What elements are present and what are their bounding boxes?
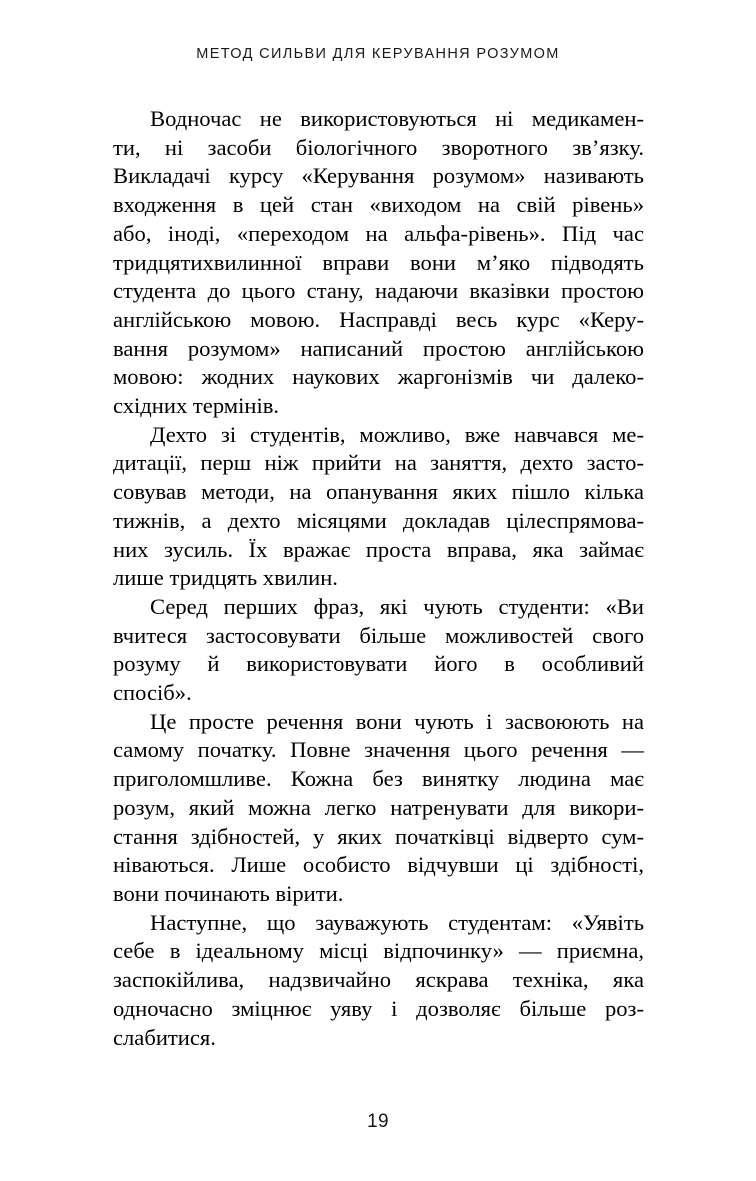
page-number: 19 [367, 1111, 389, 1132]
body-line: лише тридцять хвилин. [113, 565, 338, 591]
body-line: Серед перших фраз, які чують студенти: «Ви [150, 593, 644, 619]
body-line: студента до цього стану, надаючи вказівки простою [113, 278, 644, 304]
body-line: Наступне, що зауважують студентам: «Уявіть [150, 909, 644, 935]
body-line: тижнів, а дехто місяцями докладав цілеспрямова- [113, 507, 644, 533]
body-line: совував методи, на опанування яких пішло кілька [113, 479, 644, 505]
body-line: спосіб». [113, 680, 192, 706]
body-line: себе в ідеальному місці відпочинку» — приємна, [113, 938, 644, 964]
body-line: входження в цей стан «виходом на свій рівень» [113, 192, 644, 218]
body-line: Викладачі курсу «Керування розумом» називають [113, 163, 644, 189]
body-line: вони починають вірити. [113, 880, 344, 906]
body-line: Це просте речення вони чують і засвоюють на [150, 708, 644, 734]
body-line: заспокійлива, надзвичайно яскрава техніка, яка [113, 967, 644, 993]
body-line: них зусиль. Їх вражає проста вправа, яка займає [113, 536, 644, 562]
body-paragraph [113, 909, 644, 1053]
body-paragraph [113, 421, 644, 593]
body-line: або, іноді, «переходом на альфа-рівень». Під час [113, 220, 644, 246]
body-line: Дехто зі студентів, можливо, вже навчався ме- [150, 421, 644, 447]
body-line: приголомшливе. Кожна без винятку людина має [113, 766, 644, 792]
body-line: розум, який можна легко натренувати для викори- [113, 794, 644, 820]
body-line: тридцятихвилинної вправи вони м’яко підводять [113, 249, 644, 275]
body-line: одночасно зміцнює уяву і дозволяє більше роз- [113, 995, 644, 1021]
body-line: дитації, перш ніж прийти на заняття, дехто засто- [113, 450, 644, 476]
body-line: ніваються. Лише особисто відчувши ці здібності, [113, 852, 644, 878]
body-line: англійською мовою. Насправді весь курс «Керу- [113, 306, 644, 332]
body-line: східних термінів. [113, 393, 280, 419]
body-line: вчитеся застосовувати більше можливостей свого [113, 622, 644, 648]
body-paragraph [113, 105, 644, 421]
body-text [113, 105, 644, 1052]
body-line: Водночас не використовуються ні медикамен- [150, 106, 644, 131]
running-head: МЕТОД СИЛЬВИ ДЛЯ КЕРУВАННЯ РОЗУМОМ [196, 46, 560, 62]
body-line: розуму й використовувати його в особливий [113, 651, 644, 677]
body-line: вання розумом» написаний простою англійською [113, 335, 644, 361]
body-paragraph [113, 593, 644, 708]
body-paragraph [113, 708, 644, 909]
body-line: самому початку. Повне значення цього речення — [113, 737, 644, 763]
body-line: стання здібностей, у яких початківці відверто сум- [113, 823, 644, 849]
body-line: мовою: жодних наукових жаргонізмів чи далеко- [113, 364, 644, 390]
body-line: ти, ні засоби біологічного зворотного зв’язку. [113, 134, 644, 160]
body-line: слабитися. [113, 1024, 216, 1050]
